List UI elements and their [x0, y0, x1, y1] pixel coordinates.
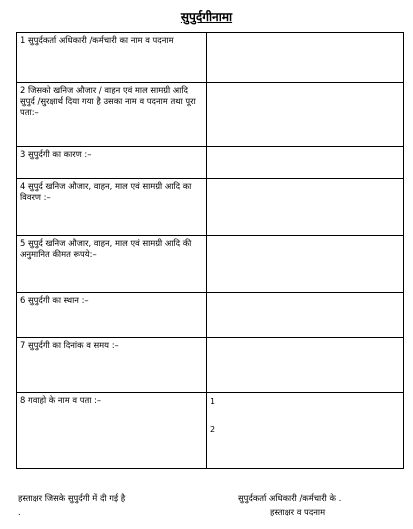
field-value-recipient[interactable] — [207, 83, 404, 147]
officer-signature-label: सुपुर्दकर्ता अधिकारी /कर्मचारी के . — [238, 493, 342, 503]
handover-form-table — [16, 32, 404, 469]
witness-number-2: 2 — [210, 425, 216, 434]
field-value-reason[interactable] — [207, 147, 404, 179]
field-value-estimated-value[interactable] — [207, 236, 404, 293]
table-row — [17, 179, 404, 236]
document-title: सुपुर्दगीनामा — [180, 10, 233, 24]
field-value-date-time[interactable] — [207, 338, 404, 393]
field-label-date-time: 7 सुपुर्दगी का दिनांक व समय :– — [17, 338, 207, 393]
field-value-witnesses[interactable] — [207, 393, 404, 469]
table-row — [17, 83, 404, 147]
officer-signature-designation: हस्ताक्षर व पदनाम — [270, 507, 326, 517]
field-value-handover-officer[interactable] — [207, 33, 404, 83]
field-value-place[interactable] — [207, 293, 404, 338]
field-value-description[interactable] — [207, 179, 404, 236]
witness-number-1: 1 — [210, 397, 216, 406]
field-label-description: 4 सुपुर्द खनिज औजार, वाहन, माल एवं सामग्री आदि का विवरण :– — [17, 179, 207, 236]
table-row — [17, 236, 404, 293]
table-row — [17, 33, 404, 83]
table-row — [17, 338, 404, 393]
field-label-estimated-value: 5 सुपुर्द खनिज औजार, वाहन, माल एवं सामग्री आदि की अनुमानित कीमत रूपये:– — [17, 236, 207, 293]
field-label-reason: 3 सुपुर्दगी का कारण :– — [17, 147, 207, 179]
table-row — [17, 393, 404, 469]
table-row — [17, 147, 404, 179]
field-label-witnesses: 8 गवाहो के नाम व पता :– — [17, 393, 207, 469]
recipient-signature-label: हस्ताक्षर जिसके सुपुर्दगी में दी गई है — [18, 493, 126, 503]
field-label-recipient: 2 जिसको खनिज औजार / वाहन एवं माल सामग्री आदि सुपुर्द /सुरक्षार्थ दिया गया है उसका नाम व पदनाम तथा पूरा पता:– — [17, 83, 207, 147]
table-row — [17, 293, 404, 338]
field-label-handover-officer: 1 सुपुर्दकर्ता अधिकारी /कर्मचारी का नाम व पदनाम — [17, 33, 207, 83]
recipient-signature-dot: . — [18, 507, 21, 517]
field-label-place: 6 सुपुर्दगी का स्थान :– — [17, 293, 207, 338]
